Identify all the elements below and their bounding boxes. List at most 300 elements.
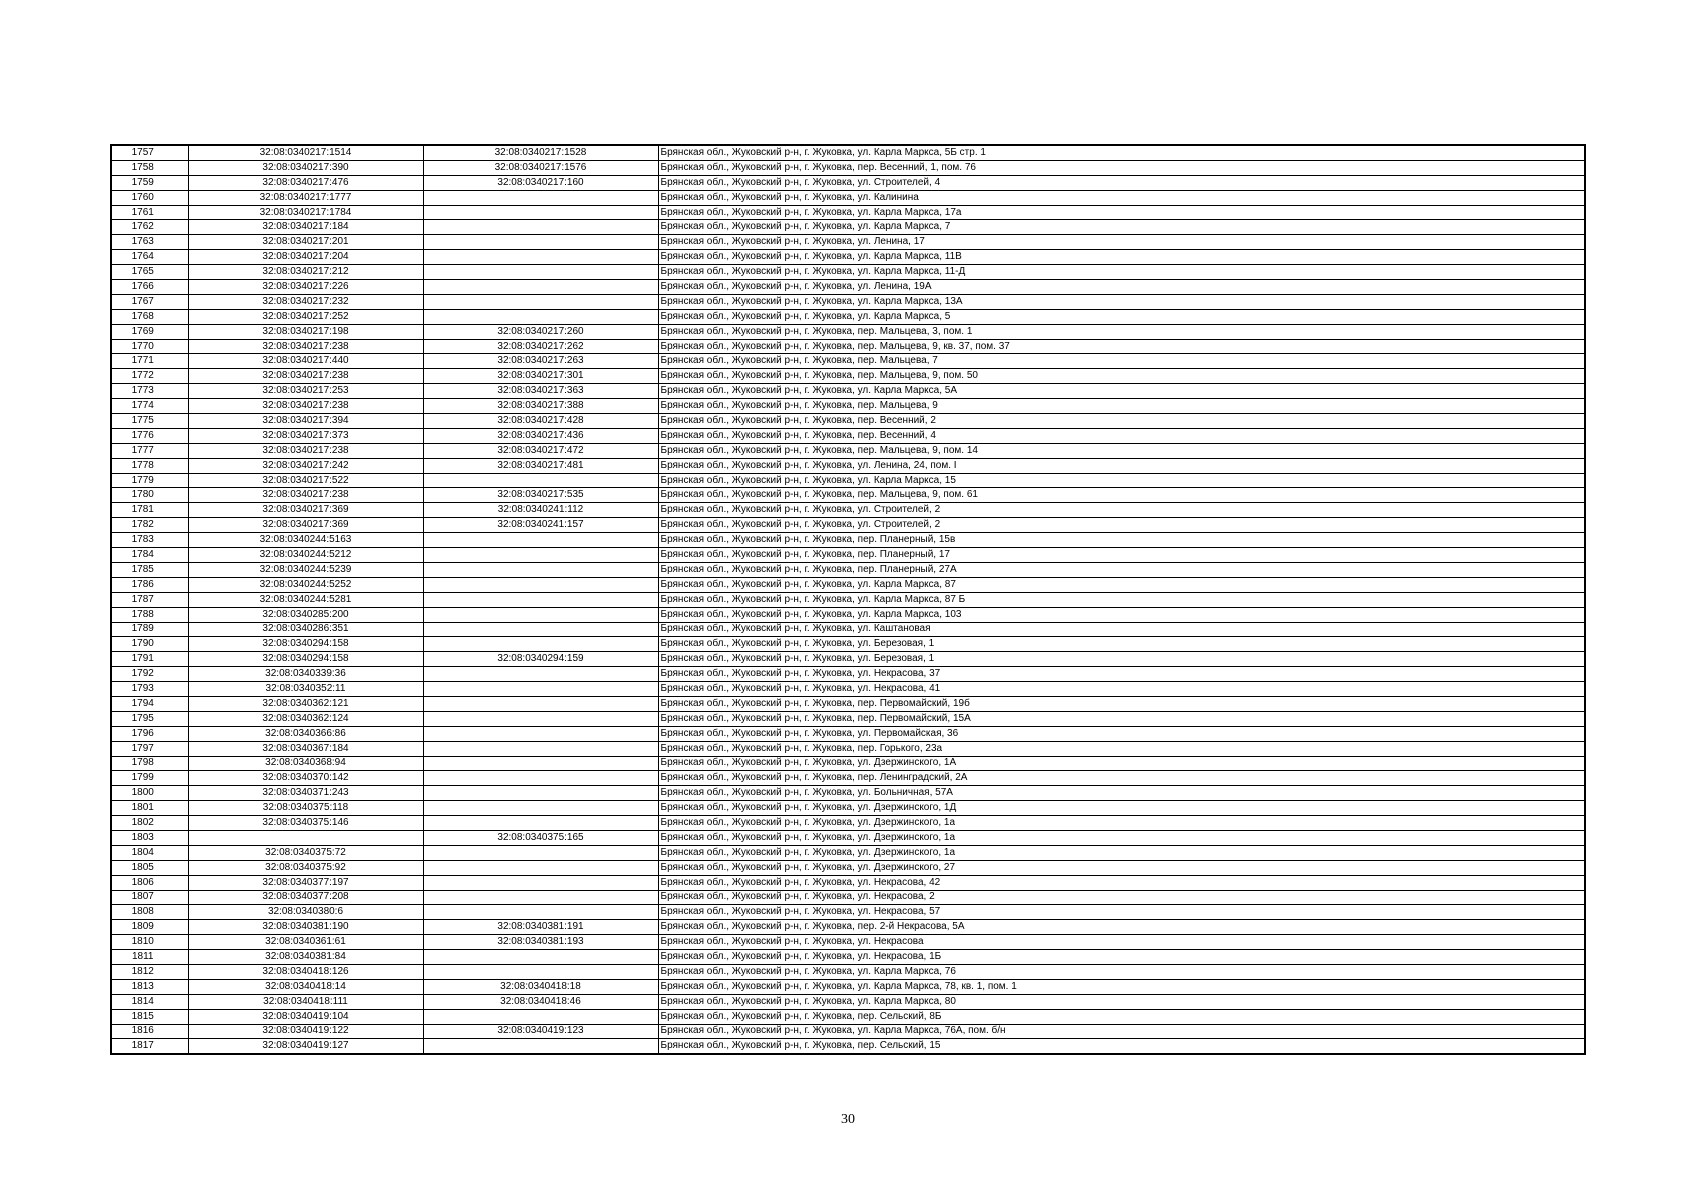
- address-cell: Брянская обл., Жуковский р-н, г. Жуковка, ул. Ленина, 17: [658, 235, 1585, 250]
- row-number-cell: 1817: [111, 1039, 188, 1054]
- related-cadastral-number-cell: 32:08:0340217:388: [423, 399, 658, 414]
- related-cadastral-number-cell: [423, 890, 658, 905]
- related-cadastral-number-cell: [423, 592, 658, 607]
- table-row: [111, 890, 1585, 905]
- row-number-cell: 1783: [111, 533, 188, 548]
- related-cadastral-number-cell: 32:08:0340418:46: [423, 994, 658, 1009]
- row-number-cell: 1759: [111, 175, 188, 190]
- table-row: [111, 562, 1585, 577]
- cadastral-number-cell: 32:08:0340217:522: [188, 473, 423, 488]
- related-cadastral-number-cell: 32:08:0340217:1528: [423, 145, 658, 160]
- cadastral-number-cell: 32:08:0340217:242: [188, 458, 423, 473]
- address-cell: Брянская обл., Жуковский р-н, г. Жуковка, пер. Мальцева, 3, пом. 1: [658, 324, 1585, 339]
- related-cadastral-number-cell: 32:08:0340217:260: [423, 324, 658, 339]
- address-cell: Брянская обл., Жуковский р-н, г. Жуковка, пер. 2-й Некрасова, 5А: [658, 920, 1585, 935]
- address-cell: Брянская обл., Жуковский р-н, г. Жуковка, ул. Карла Маркса, 13А: [658, 294, 1585, 309]
- table-row: [111, 548, 1585, 563]
- cadastral-number-cell: 32:08:0340375:146: [188, 816, 423, 831]
- table-row: [111, 175, 1585, 190]
- related-cadastral-number-cell: [423, 756, 658, 771]
- address-cell: Брянская обл., Жуковский р-н, г. Жуковка, ул. Березовая, 1: [658, 637, 1585, 652]
- address-cell: Брянская обл., Жуковский р-н, г. Жуковка, пер. Планерный, 17: [658, 548, 1585, 563]
- related-cadastral-number-cell: [423, 667, 658, 682]
- row-number-cell: 1785: [111, 562, 188, 577]
- table-row: [111, 399, 1585, 414]
- related-cadastral-number-cell: 32:08:0340217:263: [423, 354, 658, 369]
- related-cadastral-number-cell: [423, 562, 658, 577]
- table-row: [111, 771, 1585, 786]
- table-row: [111, 369, 1585, 384]
- related-cadastral-number-cell: [423, 696, 658, 711]
- address-cell: Брянская обл., Жуковский р-н, г. Жуковка, ул. Карла Маркса, 11В: [658, 250, 1585, 265]
- cadastral-number-cell: 32:08:0340381:84: [188, 950, 423, 965]
- table-row: [111, 339, 1585, 354]
- related-cadastral-number-cell: [423, 771, 658, 786]
- table-row: [111, 667, 1585, 682]
- row-number-cell: 1779: [111, 473, 188, 488]
- cadastral-number-cell: 32:08:0340217:184: [188, 220, 423, 235]
- address-cell: Брянская обл., Жуковский р-н, г. Жуковка, ул. Карла Маркса, 103: [658, 607, 1585, 622]
- table-row: [111, 801, 1585, 816]
- page-number: 30: [841, 1112, 855, 1127]
- address-cell: Брянская обл., Жуковский р-н, г. Жуковка, ул. Некрасова, 2: [658, 890, 1585, 905]
- address-cell: Брянская обл., Жуковский р-н, г. Жуковка, ул. Первомайская, 36: [658, 726, 1585, 741]
- address-cell: Брянская обл., Жуковский р-н, г. Жуковка, ул. Некрасова, 57: [658, 905, 1585, 920]
- cadastral-number-cell: 32:08:0340368:94: [188, 756, 423, 771]
- row-number-cell: 1811: [111, 950, 188, 965]
- row-number-cell: 1770: [111, 339, 188, 354]
- table-row: [111, 696, 1585, 711]
- table-row: [111, 384, 1585, 399]
- row-number-cell: 1804: [111, 845, 188, 860]
- row-number-cell: 1784: [111, 548, 188, 563]
- table-row: [111, 324, 1585, 339]
- related-cadastral-number-cell: 32:08:0340381:191: [423, 920, 658, 935]
- related-cadastral-number-cell: [423, 309, 658, 324]
- address-cell: Брянская обл., Жуковский р-н, г. Жуковка, ул. Калинина: [658, 190, 1585, 205]
- address-cell: Брянская обл., Жуковский р-н, г. Жуковка, ул. Ленина, 19А: [658, 280, 1585, 295]
- table-row: [111, 860, 1585, 875]
- address-cell: Брянская обл., Жуковский р-н, г. Жуковка, ул. Больничная, 57А: [658, 786, 1585, 801]
- table-row: [111, 816, 1585, 831]
- related-cadastral-number-cell: [423, 533, 658, 548]
- cadastral-number-cell: 32:08:0340244:5239: [188, 562, 423, 577]
- cadastral-number-cell: 32:08:0340217:373: [188, 428, 423, 443]
- table-row: [111, 577, 1585, 592]
- cadastral-number-cell: 32:08:0340361:61: [188, 935, 423, 950]
- row-number-cell: 1782: [111, 518, 188, 533]
- related-cadastral-number-cell: [423, 280, 658, 295]
- related-cadastral-number-cell: [423, 235, 658, 250]
- row-number-cell: 1799: [111, 771, 188, 786]
- row-number-cell: 1792: [111, 667, 188, 682]
- table-row: [111, 979, 1585, 994]
- row-number-cell: 1762: [111, 220, 188, 235]
- table-row: [111, 592, 1585, 607]
- table-row: [111, 935, 1585, 950]
- row-number-cell: 1813: [111, 979, 188, 994]
- related-cadastral-number-cell: [423, 816, 658, 831]
- cadastral-number-cell: 32:08:0340419:127: [188, 1039, 423, 1054]
- related-cadastral-number-cell: [423, 711, 658, 726]
- address-cell: Брянская обл., Жуковский р-н, г. Жуковка, пер. Первомайский, 19б: [658, 696, 1585, 711]
- address-cell: Брянская обл., Жуковский р-н, г. Жуковка, ул. Некрасова, 1Б: [658, 950, 1585, 965]
- address-cell: Брянская обл., Жуковский р-н, г. Жуковка, ул. Карла Маркса, 15: [658, 473, 1585, 488]
- row-number-cell: 1800: [111, 786, 188, 801]
- cadastral-number-cell: 32:08:0340217:369: [188, 503, 423, 518]
- row-number-cell: 1796: [111, 726, 188, 741]
- cadastral-number-cell: 32:08:0340244:5281: [188, 592, 423, 607]
- related-cadastral-number-cell: 32:08:0340241:112: [423, 503, 658, 518]
- related-cadastral-number-cell: [423, 294, 658, 309]
- table-row: [111, 518, 1585, 533]
- related-cadastral-number-cell: [423, 741, 658, 756]
- table-row: [111, 726, 1585, 741]
- address-cell: Брянская обл., Жуковский р-н, г. Жуковка, ул. Дзержинского, 1а: [658, 830, 1585, 845]
- row-number-cell: 1761: [111, 205, 188, 220]
- address-cell: Брянская обл., Жуковский р-н, г. Жуковка, пер. Ленинградский, 2А: [658, 771, 1585, 786]
- cadastral-number-cell: 32:08:0340217:476: [188, 175, 423, 190]
- address-cell: Брянская обл., Жуковский р-н, г. Жуковка, ул. Карла Маркса, 7: [658, 220, 1585, 235]
- related-cadastral-number-cell: 32:08:0340217:481: [423, 458, 658, 473]
- table-row: [111, 964, 1585, 979]
- cadastral-number-cell: 32:08:0340362:124: [188, 711, 423, 726]
- row-number-cell: 1809: [111, 920, 188, 935]
- table-row: [111, 741, 1585, 756]
- row-number-cell: 1810: [111, 935, 188, 950]
- address-cell: Брянская обл., Жуковский р-н, г. Жуковка, ул. Дзержинского, 1а: [658, 816, 1585, 831]
- cadastral-number-cell: 32:08:0340217:253: [188, 384, 423, 399]
- row-number-cell: 1806: [111, 875, 188, 890]
- cadastral-number-cell: 32:08:0340419:104: [188, 1009, 423, 1024]
- address-cell: Брянская обл., Жуковский р-н, г. Жуковка, пер. Планерный, 15в: [658, 533, 1585, 548]
- row-number-cell: 1795: [111, 711, 188, 726]
- address-cell: Брянская обл., Жуковский р-н, г. Жуковка, ул. Некрасова: [658, 935, 1585, 950]
- address-cell: Брянская обл., Жуковский р-н, г. Жуковка, ул. Карла Маркса, 76А, пом. б/н: [658, 1024, 1585, 1039]
- row-number-cell: 1775: [111, 414, 188, 429]
- table-row: [111, 488, 1585, 503]
- cadastral-number-cell: 32:08:0340217:232: [188, 294, 423, 309]
- cadastral-number-cell: 32:08:0340418:126: [188, 964, 423, 979]
- related-cadastral-number-cell: 32:08:0340294:159: [423, 652, 658, 667]
- cadastral-number-cell: 32:08:0340217:369: [188, 518, 423, 533]
- table-row: [111, 830, 1585, 845]
- table-row: [111, 428, 1585, 443]
- related-cadastral-number-cell: 32:08:0340217:428: [423, 414, 658, 429]
- related-cadastral-number-cell: [423, 786, 658, 801]
- cadastral-number-cell: 32:08:0340217:238: [188, 488, 423, 503]
- related-cadastral-number-cell: [423, 950, 658, 965]
- registry-table: [110, 144, 1586, 1055]
- table-row: [111, 458, 1585, 473]
- cadastral-number-cell: 32:08:0340375:72: [188, 845, 423, 860]
- address-cell: Брянская обл., Жуковский р-н, г. Жуковка, пер. Мальцева, 9, пом. 14: [658, 443, 1585, 458]
- row-number-cell: 1772: [111, 369, 188, 384]
- address-cell: Брянская обл., Жуковский р-н, г. Жуковка, пер. Мальцева, 9: [658, 399, 1585, 414]
- row-number-cell: 1763: [111, 235, 188, 250]
- cadastral-number-cell: 32:08:0340217:390: [188, 160, 423, 175]
- cadastral-number-cell: 32:08:0340294:158: [188, 637, 423, 652]
- row-number-cell: 1778: [111, 458, 188, 473]
- address-cell: Брянская обл., Жуковский р-н, г. Жуковка, ул. Карла Маркса, 11-Д: [658, 265, 1585, 280]
- address-cell: Брянская обл., Жуковский р-н, г. Жуковка, пер. Мальцева, 7: [658, 354, 1585, 369]
- cadastral-number-cell: 32:08:0340217:198: [188, 324, 423, 339]
- row-number-cell: 1790: [111, 637, 188, 652]
- address-cell: Брянская обл., Жуковский р-н, г. Жуковка, пер. Горького, 23а: [658, 741, 1585, 756]
- row-number-cell: 1758: [111, 160, 188, 175]
- related-cadastral-number-cell: 32:08:0340217:436: [423, 428, 658, 443]
- table-row: [111, 845, 1585, 860]
- row-number-cell: 1803: [111, 830, 188, 845]
- cadastral-number-cell: 32:08:0340217:201: [188, 235, 423, 250]
- row-number-cell: 1815: [111, 1009, 188, 1024]
- table-row: [111, 950, 1585, 965]
- address-cell: Брянская обл., Жуковский р-н, г. Жуковка, пер. Мальцева, 9, пом. 50: [658, 369, 1585, 384]
- row-number-cell: 1794: [111, 696, 188, 711]
- table-row: [111, 354, 1585, 369]
- address-cell: Брянская обл., Жуковский р-н, г. Жуковка, ул. Некрасова, 37: [658, 667, 1585, 682]
- table-row: [111, 250, 1585, 265]
- cadastral-number-cell: 32:08:0340339:36: [188, 667, 423, 682]
- cadastral-number-cell: 32:08:0340419:122: [188, 1024, 423, 1039]
- row-number-cell: 1776: [111, 428, 188, 443]
- row-number-cell: 1766: [111, 280, 188, 295]
- related-cadastral-number-cell: [423, 726, 658, 741]
- address-cell: Брянская обл., Жуковский р-н, г. Жуковка, ул. Карла Маркса, 5Б стр. 1: [658, 145, 1585, 160]
- row-number-cell: 1808: [111, 905, 188, 920]
- address-cell: Брянская обл., Жуковский р-н, г. Жуковка, ул. Березовая, 1: [658, 652, 1585, 667]
- cadastral-number-cell: 32:08:0340217:238: [188, 369, 423, 384]
- address-cell: Брянская обл., Жуковский р-н, г. Жуковка, ул. Дзержинского, 1а: [658, 845, 1585, 860]
- related-cadastral-number-cell: [423, 250, 658, 265]
- row-number-cell: 1812: [111, 964, 188, 979]
- table-row: [111, 994, 1585, 1009]
- row-number-cell: 1814: [111, 994, 188, 1009]
- table-row: [111, 920, 1585, 935]
- table-row: [111, 473, 1585, 488]
- table-row: [111, 1039, 1585, 1054]
- address-cell: Брянская обл., Жуковский р-н, г. Жуковка, пер. Мальцева, 9, кв. 37, пом. 37: [658, 339, 1585, 354]
- related-cadastral-number-cell: [423, 1039, 658, 1054]
- row-number-cell: 1805: [111, 860, 188, 875]
- table-row: [111, 414, 1585, 429]
- table-row: [111, 756, 1585, 771]
- table-row: [111, 145, 1585, 160]
- cadastral-number-cell: 32:08:0340375:92: [188, 860, 423, 875]
- related-cadastral-number-cell: 32:08:0340217:262: [423, 339, 658, 354]
- row-number-cell: 1774: [111, 399, 188, 414]
- row-number-cell: 1773: [111, 384, 188, 399]
- address-cell: Брянская обл., Жуковский р-н, г. Жуковка, ул. Дзержинского, 1А: [658, 756, 1585, 771]
- cadastral-number-cell: 32:08:0340370:142: [188, 771, 423, 786]
- related-cadastral-number-cell: [423, 964, 658, 979]
- related-cadastral-number-cell: [423, 220, 658, 235]
- address-cell: Брянская обл., Жуковский р-н, г. Жуковка, пер. Сельский, 8Б: [658, 1009, 1585, 1024]
- related-cadastral-number-cell: [423, 637, 658, 652]
- cadastral-number-cell: 32:08:0340352:11: [188, 682, 423, 697]
- table-row: [111, 503, 1585, 518]
- cadastral-number-cell: 32:08:0340217:204: [188, 250, 423, 265]
- related-cadastral-number-cell: 32:08:0340217:160: [423, 175, 658, 190]
- address-cell: Брянская обл., Жуковский р-н, г. Жуковка, ул. Некрасова, 42: [658, 875, 1585, 890]
- cadastral-number-cell: 32:08:0340217:238: [188, 339, 423, 354]
- cadastral-number-cell: 32:08:0340381:190: [188, 920, 423, 935]
- table-row: [111, 711, 1585, 726]
- address-cell: Брянская обл., Жуковский р-н, г. Жуковка, ул. Каштановая: [658, 622, 1585, 637]
- related-cadastral-number-cell: [423, 845, 658, 860]
- cadastral-number-cell: 32:08:0340244:5212: [188, 548, 423, 563]
- related-cadastral-number-cell: [423, 801, 658, 816]
- related-cadastral-number-cell: [423, 607, 658, 622]
- address-cell: Брянская обл., Жуковский р-н, г. Жуковка, пер. Весенний, 4: [658, 428, 1585, 443]
- related-cadastral-number-cell: 32:08:0340419:123: [423, 1024, 658, 1039]
- registry-table-body: [111, 145, 1585, 1054]
- related-cadastral-number-cell: 32:08:0340217:472: [423, 443, 658, 458]
- address-cell: Брянская обл., Жуковский р-н, г. Жуковка, пер. Весенний, 1, пом. 76: [658, 160, 1585, 175]
- related-cadastral-number-cell: [423, 860, 658, 875]
- row-number-cell: 1777: [111, 443, 188, 458]
- address-cell: Брянская обл., Жуковский р-н, г. Жуковка, ул. Строителей, 2: [658, 503, 1585, 518]
- table-row: [111, 190, 1585, 205]
- row-number-cell: 1767: [111, 294, 188, 309]
- table-row: [111, 294, 1585, 309]
- related-cadastral-number-cell: [423, 875, 658, 890]
- related-cadastral-number-cell: [423, 190, 658, 205]
- related-cadastral-number-cell: [423, 548, 658, 563]
- related-cadastral-number-cell: [423, 682, 658, 697]
- related-cadastral-number-cell: [423, 1009, 658, 1024]
- table-row: [111, 280, 1585, 295]
- address-cell: Брянская обл., Жуковский р-н, г. Жуковка, пер. Сельский, 15: [658, 1039, 1585, 1054]
- table-row: [111, 205, 1585, 220]
- cadastral-number-cell: 32:08:0340217:252: [188, 309, 423, 324]
- cadastral-number-cell: 32:08:0340367:184: [188, 741, 423, 756]
- cadastral-number-cell: 32:08:0340217:212: [188, 265, 423, 280]
- cadastral-number-cell: 32:08:0340217:1784: [188, 205, 423, 220]
- address-cell: Брянская обл., Жуковский р-н, г. Жуковка, ул. Карла Маркса, 87 Б: [658, 592, 1585, 607]
- cadastral-number-cell: 32:08:0340375:118: [188, 801, 423, 816]
- related-cadastral-number-cell: 32:08:0340217:535: [423, 488, 658, 503]
- row-number-cell: 1781: [111, 503, 188, 518]
- table-row: [111, 637, 1585, 652]
- related-cadastral-number-cell: 32:08:0340418:18: [423, 979, 658, 994]
- cadastral-number-cell: [188, 830, 423, 845]
- related-cadastral-number-cell: 32:08:0340217:363: [423, 384, 658, 399]
- table-row: [111, 905, 1585, 920]
- related-cadastral-number-cell: 32:08:0340375:165: [423, 830, 658, 845]
- cadastral-number-cell: 32:08:0340366:86: [188, 726, 423, 741]
- related-cadastral-number-cell: [423, 205, 658, 220]
- row-number-cell: 1802: [111, 816, 188, 831]
- row-number-cell: 1797: [111, 741, 188, 756]
- address-cell: Брянская обл., Жуковский р-н, г. Жуковка, ул. Карла Маркса, 78, кв. 1, пом. 1: [658, 979, 1585, 994]
- row-number-cell: 1798: [111, 756, 188, 771]
- cadastral-number-cell: 32:08:0340362:121: [188, 696, 423, 711]
- cadastral-number-cell: 32:08:0340377:208: [188, 890, 423, 905]
- address-cell: Брянская обл., Жуковский р-н, г. Жуковка, ул. Карла Маркса, 5А: [658, 384, 1585, 399]
- related-cadastral-number-cell: [423, 905, 658, 920]
- cadastral-number-cell: 32:08:0340217:226: [188, 280, 423, 295]
- cadastral-number-cell: 32:08:0340377:197: [188, 875, 423, 890]
- table-row: [111, 533, 1585, 548]
- cadastral-number-cell: 32:08:0340217:1777: [188, 190, 423, 205]
- table-row: [111, 235, 1585, 250]
- table-row: [111, 309, 1585, 324]
- table-row: [111, 220, 1585, 235]
- row-number-cell: 1757: [111, 145, 188, 160]
- address-cell: Брянская обл., Жуковский р-н, г. Жуковка, ул. Карла Маркса, 80: [658, 994, 1585, 1009]
- table-row: [111, 1024, 1585, 1039]
- table-row: [111, 160, 1585, 175]
- row-number-cell: 1769: [111, 324, 188, 339]
- row-number-cell: 1807: [111, 890, 188, 905]
- row-number-cell: 1789: [111, 622, 188, 637]
- address-cell: Брянская обл., Жуковский р-н, г. Жуковка, ул. Строителей, 2: [658, 518, 1585, 533]
- cadastral-number-cell: 32:08:0340217:394: [188, 414, 423, 429]
- cadastral-number-cell: 32:08:0340244:5163: [188, 533, 423, 548]
- address-cell: Брянская обл., Жуковский р-н, г. Жуковка, ул. Карла Маркса, 17а: [658, 205, 1585, 220]
- row-number-cell: 1768: [111, 309, 188, 324]
- address-cell: Брянская обл., Жуковский р-н, г. Жуковка, пер. Весенний, 2: [658, 414, 1585, 429]
- address-cell: Брянская обл., Жуковский р-н, г. Жуковка, пер. Первомайский, 15А: [658, 711, 1585, 726]
- address-cell: Брянская обл., Жуковский р-н, г. Жуковка, пер. Мальцева, 9, пом. 61: [658, 488, 1585, 503]
- row-number-cell: 1771: [111, 354, 188, 369]
- address-cell: Брянская обл., Жуковский р-н, г. Жуковка, ул. Карла Маркса, 87: [658, 577, 1585, 592]
- cadastral-number-cell: 32:08:0340217:440: [188, 354, 423, 369]
- row-number-cell: 1786: [111, 577, 188, 592]
- cadastral-number-cell: 32:08:0340380:6: [188, 905, 423, 920]
- cadastral-number-cell: 32:08:0340371:243: [188, 786, 423, 801]
- cadastral-number-cell: 32:08:0340418:111: [188, 994, 423, 1009]
- address-cell: Брянская обл., Жуковский р-н, г. Жуковка, ул. Некрасова, 41: [658, 682, 1585, 697]
- row-number-cell: 1760: [111, 190, 188, 205]
- related-cadastral-number-cell: 32:08:0340217:301: [423, 369, 658, 384]
- related-cadastral-number-cell: [423, 265, 658, 280]
- row-number-cell: 1791: [111, 652, 188, 667]
- table-row: [111, 265, 1585, 280]
- cadastral-number-cell: 32:08:0340217:1514: [188, 145, 423, 160]
- row-number-cell: 1787: [111, 592, 188, 607]
- row-number-cell: 1801: [111, 801, 188, 816]
- row-number-cell: 1765: [111, 265, 188, 280]
- related-cadastral-number-cell: [423, 577, 658, 592]
- address-cell: Брянская обл., Жуковский р-н, г. Жуковка, ул. Карла Маркса, 5: [658, 309, 1585, 324]
- table-row: [111, 875, 1585, 890]
- row-number-cell: 1788: [111, 607, 188, 622]
- cadastral-number-cell: 32:08:0340217:238: [188, 399, 423, 414]
- cadastral-number-cell: 32:08:0340244:5252: [188, 577, 423, 592]
- related-cadastral-number-cell: [423, 622, 658, 637]
- related-cadastral-number-cell: [423, 473, 658, 488]
- address-cell: Брянская обл., Жуковский р-н, г. Жуковка, ул. Дзержинского, 1Д: [658, 801, 1585, 816]
- table-row: [111, 786, 1585, 801]
- address-cell: Брянская обл., Жуковский р-н, г. Жуковка, ул. Ленина, 24, пом. I: [658, 458, 1585, 473]
- table-row: [111, 682, 1585, 697]
- related-cadastral-number-cell: 32:08:0340217:1576: [423, 160, 658, 175]
- table-row: [111, 652, 1585, 667]
- table-row: [111, 607, 1585, 622]
- address-cell: Брянская обл., Жуковский р-н, г. Жуковка, ул. Карла Маркса, 76: [658, 964, 1585, 979]
- table-row: [111, 1009, 1585, 1024]
- cadastral-number-cell: 32:08:0340418:14: [188, 979, 423, 994]
- row-number-cell: 1780: [111, 488, 188, 503]
- table-row: [111, 443, 1585, 458]
- address-cell: Брянская обл., Жуковский р-н, г. Жуковка, ул. Строителей, 4: [658, 175, 1585, 190]
- related-cadastral-number-cell: 32:08:0340241:157: [423, 518, 658, 533]
- related-cadastral-number-cell: 32:08:0340381:193: [423, 935, 658, 950]
- address-cell: Брянская обл., Жуковский р-н, г. Жуковка, ул. Дзержинского, 27: [658, 860, 1585, 875]
- cadastral-number-cell: 32:08:0340285:200: [188, 607, 423, 622]
